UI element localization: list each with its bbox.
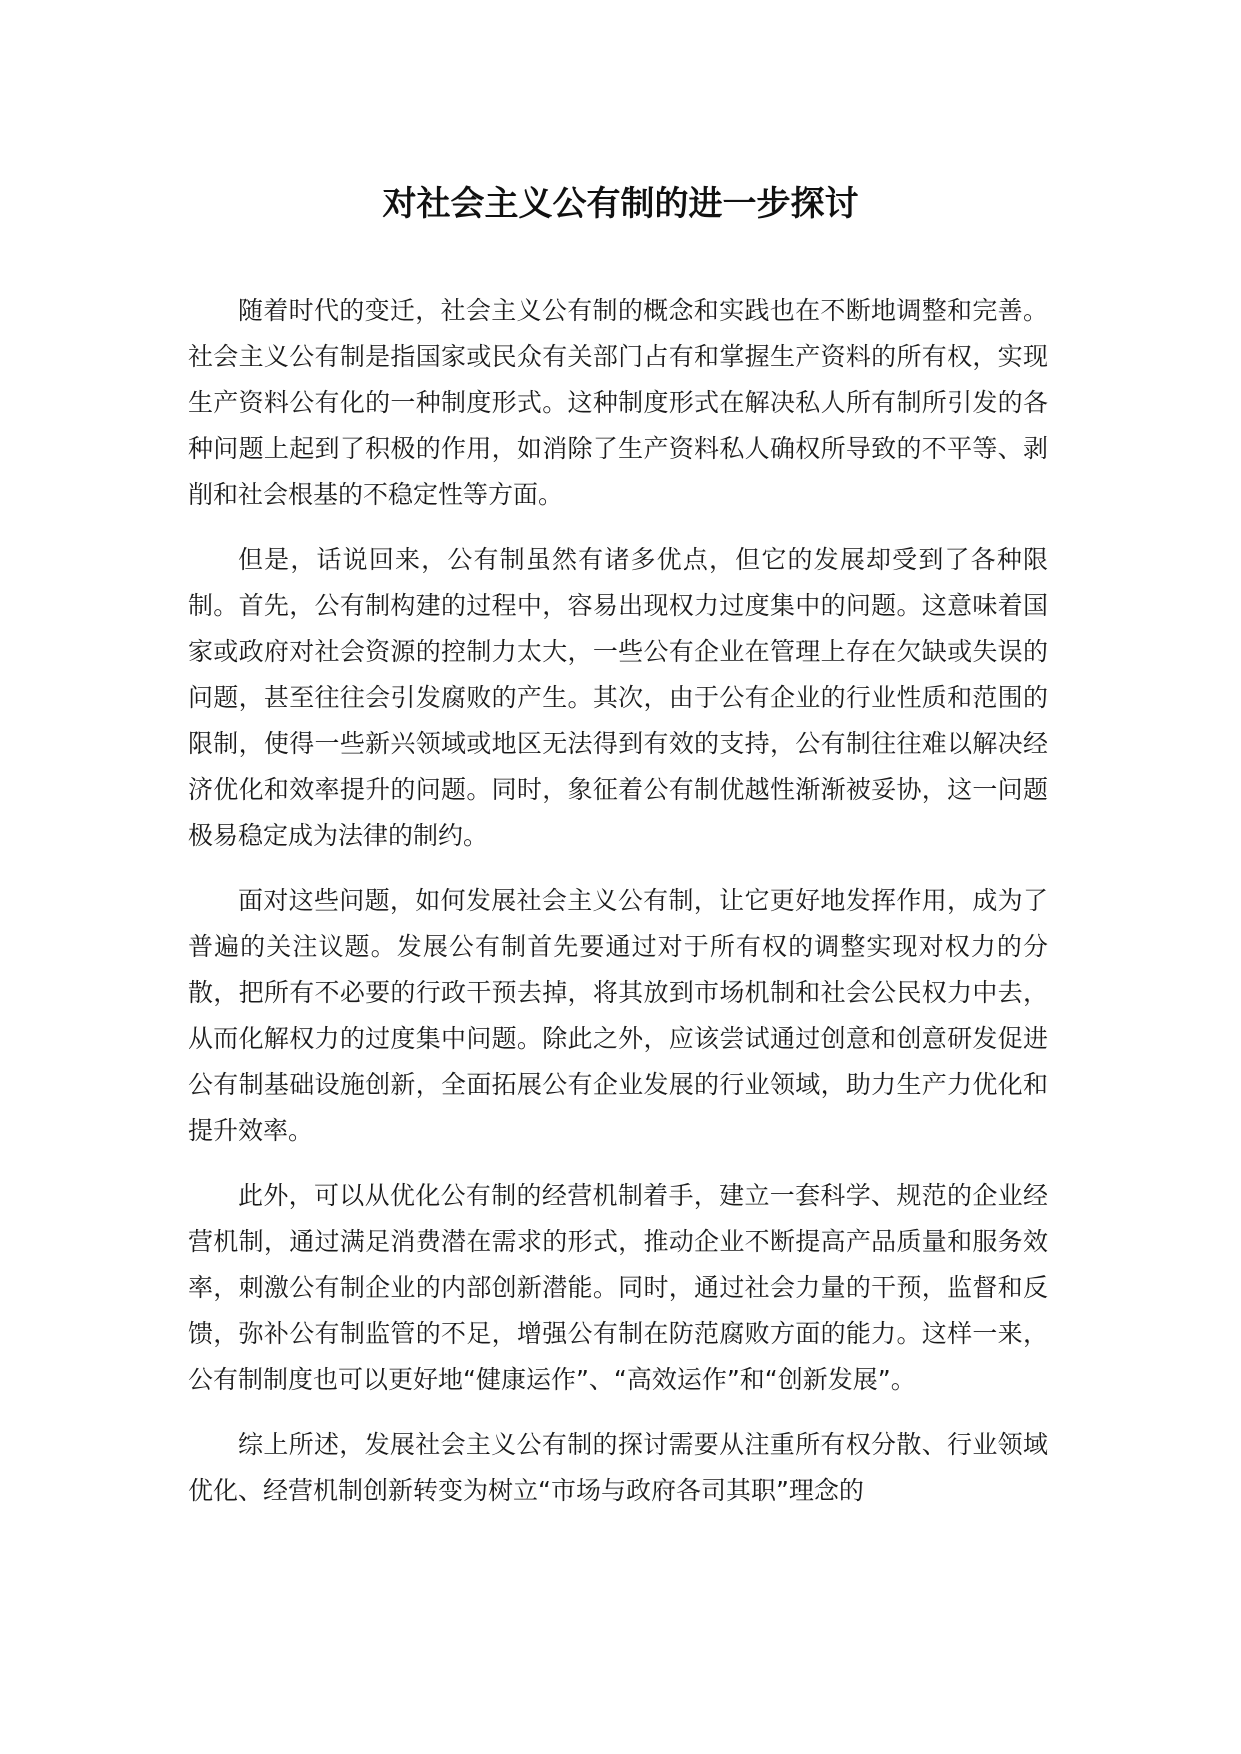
paragraph-3: 面对这些问题，如何发展社会主义公有制，让它更好地发挥作用，成为了普遍的关注议题。发展公有制首先要通过对于所有权的调整实现对权力的分散，把所有不必要的行政干预去掉，将其放到市场机制和社会公民权力中去，从而化解权力的过度集中问题。除此之外，应该尝试通过创意和创意研发促进公有制基础设施创新，全面拓展公有企业发展的行业领域，助力生产力优化和提升效率。 bbox=[188, 886, 1048, 1145]
paragraph-4: 此外，可以从优化公有制的经营机制着手，建立一套科学、规范的企业经营机制，通过满足消费潜在需求的形式，推动企业不断提高产品质量和服务效率，刺激公有制企业的内部创新潜能。同时，通过社会力量的干预，监督和反馈，弥补公有制监管的不足，增强公有制在防范腐败方面的能力。这样一来，公有制制度也可以更好地“健康运作”、“高效运作”和“创新发展”。 bbox=[188, 1181, 1048, 1394]
paragraph-1: 随着时代的变迁，社会主义公有制的概念和实践也在不断地调整和完善。社会主义公有制是指国家或民众有关部门占有和掌握生产资料的所有权，实现生产资料公有化的一种制度形式。这种制度形式在解决私人所有制所引发的各种问题上起到了积极的作用，如消除了生产资料私人确权所导致的不平等、剥削和社会根基的不稳定性等方面。 bbox=[188, 296, 1048, 509]
document-body bbox=[188, 288, 1048, 1533]
document-title: 对社会主义公有制的进一步探讨 bbox=[382, 184, 859, 224]
paragraph-5: 综上所述，发展社会主义公有制的探讨需要从注重所有权分散、行业领域优化、经营机制创新转变为树立“市场与政府各司其职”理念的 bbox=[188, 1430, 1048, 1505]
paragraph-2: 但是，话说回来，公有制虽然有诸多优点，但它的发展却受到了各种限制。首先，公有制构建的过程中，容易出现权力过度集中的问题。这意味着国家或政府对社会资源的控制力太大，一些公有企业在管理上存在欠缺或失误的问题，甚至往往会引发腐败的产生。其次，由于公有企业的行业性质和范围的限制，使得一些新兴领域或地区无法得到有效的支持，公有制往往难以解决经济优化和效率提升的问题。同时，象征着公有制优越性渐渐被妥协，这一问题极易稳定成为法律的制约。 bbox=[188, 545, 1048, 850]
